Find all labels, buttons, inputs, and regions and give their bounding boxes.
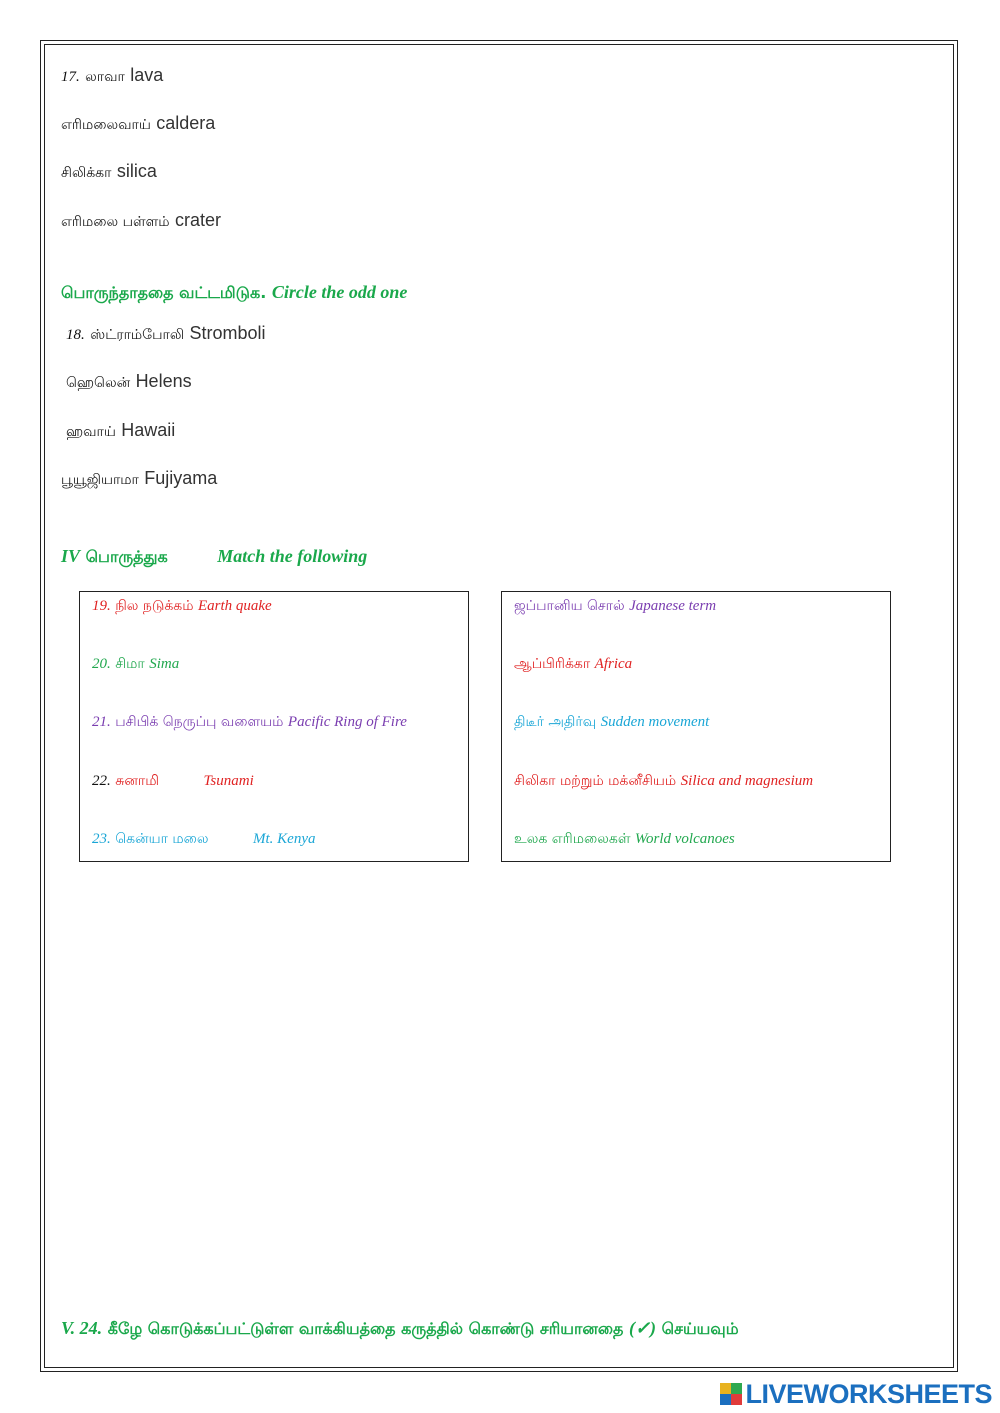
tamil-term: சிலிகா மற்றும் மக்னீசியம்: [514, 773, 677, 789]
item-17-option: [61, 161, 157, 183]
item-number: 20.: [92, 656, 111, 672]
tamil-term: திடீர் அதிர்வு: [514, 714, 597, 730]
english-term: Helens: [135, 371, 192, 391]
tamil-term: ஸ்ட்ராம்போலி: [90, 327, 185, 343]
heading-english: Circle the odd one: [271, 282, 408, 302]
english-term: Sima: [149, 656, 180, 672]
tamil-term: ஹெலென்: [66, 375, 131, 391]
match-right-item[interactable]: [514, 656, 632, 674]
heading-english: Match the following: [217, 546, 368, 566]
brand-logo-icon: [720, 1383, 742, 1405]
tamil-term: உலக எரிமலைகள்: [514, 831, 631, 847]
english-term: caldera: [156, 113, 216, 133]
english-term: lava: [130, 65, 164, 85]
item-number: 21.: [92, 714, 111, 730]
match-right-item[interactable]: [514, 598, 716, 616]
item-number: 18.: [66, 327, 85, 343]
tamil-term: எரிமலைவாய்: [61, 117, 151, 133]
english-term: Hawaii: [121, 420, 176, 440]
match-right-item[interactable]: [514, 773, 813, 791]
question-number: V. 24.: [61, 1318, 103, 1338]
match-left-item[interactable]: [92, 773, 254, 791]
match-left-item[interactable]: [92, 714, 407, 732]
section-roman-numeral: IV: [61, 546, 81, 566]
match-right-box: [501, 591, 891, 862]
item-17-option: [61, 210, 221, 232]
match-left-item[interactable]: [92, 598, 272, 616]
brand-text: LIVEWORKSHEETS: [745, 1378, 992, 1409]
tamil-term: ஜப்பானிய சொல்: [514, 598, 625, 614]
english-term: Tsunami: [203, 773, 254, 789]
tamil-term: சிமா: [115, 656, 145, 672]
item-17-option: [61, 113, 215, 135]
logo-square: [731, 1394, 742, 1405]
tamil-term: கென்யா மலை: [115, 831, 209, 847]
match-right-item[interactable]: [514, 831, 735, 849]
english-term: Mt. Kenya: [253, 831, 316, 847]
english-term: Fujiyama: [144, 468, 218, 488]
tamil-term: பசிபிக் நெருப்பு வளையம்: [115, 714, 284, 730]
logo-square: [731, 1383, 742, 1394]
match-left-item[interactable]: [92, 831, 315, 849]
english-term: Pacific Ring of Fire: [287, 714, 407, 730]
item-number: 17.: [61, 69, 80, 85]
match-left-item[interactable]: [92, 656, 179, 674]
tamil-term: எரிமலை பள்ளம்: [61, 214, 170, 230]
heading-tamil: பொருத்துக: [85, 547, 168, 566]
heading-tamil: பொருந்தாததை வட்டமிடுக.: [61, 283, 267, 302]
english-term: World volcanoes: [634, 831, 735, 847]
question-text: கீழே கொடுக்கப்பட்டுள்ள வாக்கியத்தை கருத்தில் கொண்டு சரியானதை: [107, 1319, 624, 1338]
odd-one-heading: [61, 282, 407, 304]
tick-mark-symbol: (✓): [628, 1318, 657, 1338]
english-term: Silica and magnesium: [680, 773, 814, 789]
tamil-term: சுனாமி: [115, 773, 160, 789]
liveworksheets-brand[interactable]: [720, 1378, 992, 1410]
item-number: 22.: [92, 773, 111, 789]
item-18-option[interactable]: [66, 420, 175, 442]
item-number: 19.: [92, 598, 111, 614]
logo-square: [720, 1394, 731, 1405]
tamil-term: ஆப்பிரிக்கா: [514, 656, 591, 672]
question-text-end: செய்யவும்: [661, 1319, 739, 1338]
item-17-row: [61, 65, 163, 87]
item-18-option[interactable]: [61, 468, 217, 490]
tamil-term: ஹவாய்: [66, 424, 116, 440]
english-term: Africa: [594, 656, 633, 672]
tamil-term: நில நடுக்கம்: [115, 598, 194, 614]
question-v-heading: [61, 1318, 739, 1340]
english-term: Earth quake: [197, 598, 272, 614]
english-term: crater: [174, 210, 221, 230]
tamil-term: லாவா: [85, 69, 125, 85]
match-heading: [61, 546, 367, 568]
english-term: silica: [116, 161, 157, 181]
logo-square: [720, 1383, 731, 1394]
item-number: 23.: [92, 831, 111, 847]
tamil-term: பூயூஜியாமா: [61, 472, 139, 488]
match-right-item[interactable]: [514, 714, 709, 732]
tamil-term: சிலிக்கா: [61, 165, 112, 181]
english-term: Japanese term: [629, 598, 717, 614]
english-term: Sudden movement: [600, 714, 710, 730]
match-left-box: [79, 591, 469, 862]
item-18-option[interactable]: [66, 371, 192, 393]
english-term: Stromboli: [189, 323, 266, 343]
item-18-row: [66, 323, 266, 345]
